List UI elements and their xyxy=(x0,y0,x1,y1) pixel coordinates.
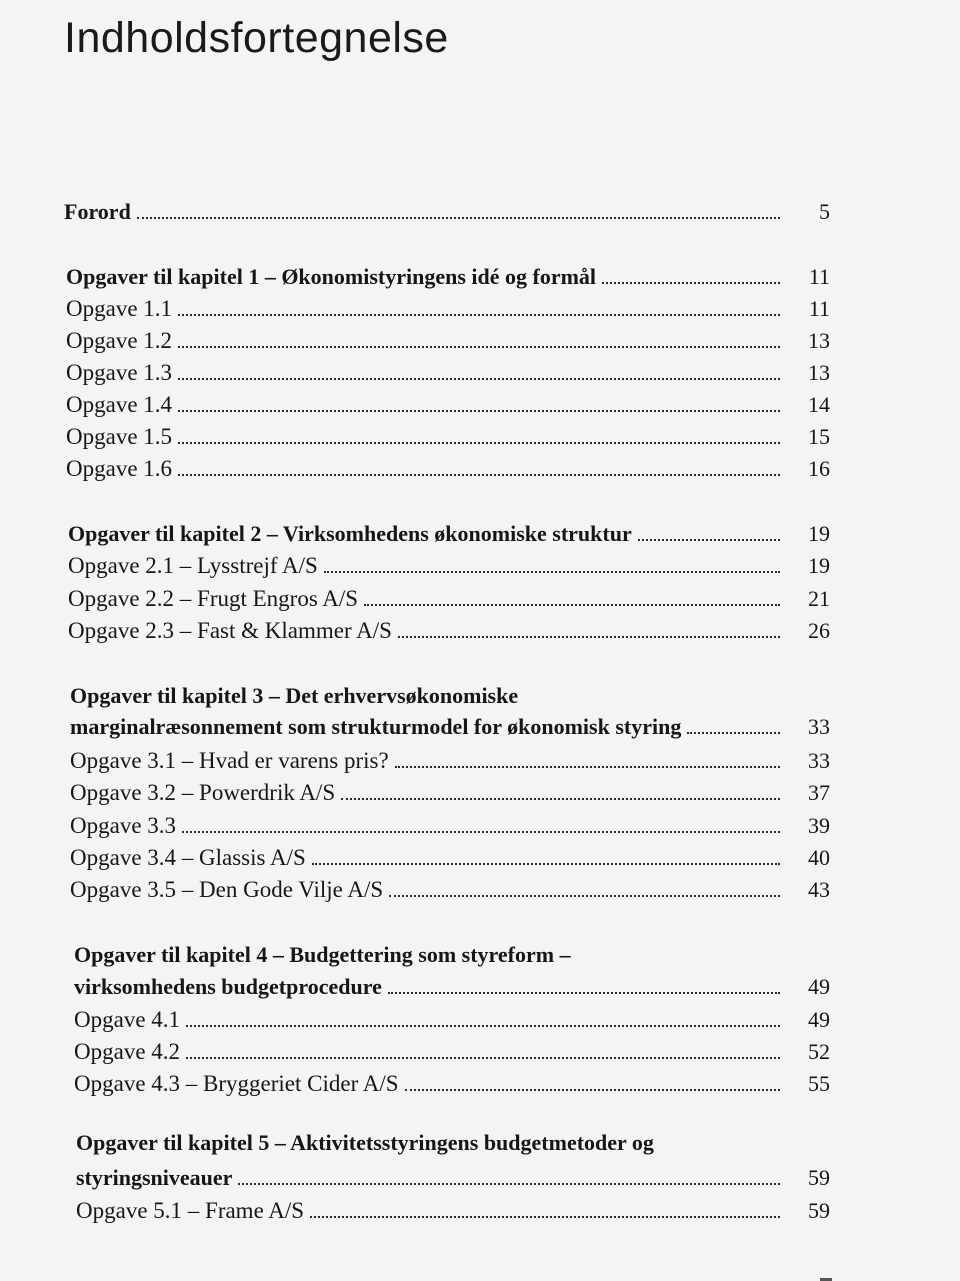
toc-page-number: 19 xyxy=(808,521,830,546)
dot-leader xyxy=(186,1057,780,1059)
toc-chapter-3-heading-line1: Opgaver til kapitel 3 – Det erhvervsøkonomiske xyxy=(70,683,519,708)
toc-page-number: 14 xyxy=(808,392,830,417)
dot-leader xyxy=(178,442,780,444)
toc-page-number: 19 xyxy=(808,553,830,578)
toc-page-number: 15 xyxy=(808,424,830,449)
toc-chapter-1 xyxy=(66,261,830,293)
toc-entry-label: marginalræsonnement som strukturmodel for økonomisk styring xyxy=(70,714,682,739)
toc-page-number: 33 xyxy=(808,748,830,773)
dot-leader xyxy=(687,732,780,734)
toc-entry xyxy=(66,325,830,357)
dot-leader xyxy=(602,282,780,284)
toc-entry xyxy=(74,1004,830,1036)
toc-chapter-4-heading-line1: Opgaver til kapitel 4 – Budgettering som styreform – xyxy=(74,942,571,967)
dot-leader xyxy=(178,410,780,412)
toc-entry-label: Forord xyxy=(64,199,131,224)
toc-entry xyxy=(66,453,830,485)
dot-leader xyxy=(178,474,780,476)
toc-entry xyxy=(70,810,830,842)
toc-entry-label: Opgave 2.1 – Lysstrejf A/S xyxy=(68,553,318,578)
dot-leader xyxy=(178,378,780,380)
toc-entry-label: Opgave 2.3 – Fast & Klammer A/S xyxy=(68,618,392,643)
toc-entry-label: Opgave 1.2 xyxy=(66,328,173,353)
toc-entry xyxy=(68,583,830,615)
toc-entry-label: Opgave 4.1 xyxy=(74,1007,181,1032)
dot-leader xyxy=(186,1025,780,1027)
dot-leader xyxy=(398,636,780,638)
toc-page-number: 13 xyxy=(808,328,830,353)
toc-entry xyxy=(70,777,830,809)
toc-entry xyxy=(76,1195,830,1227)
toc-entry xyxy=(66,293,830,325)
toc-entry-label: Opgave 2.2 – Frugt Engros A/S xyxy=(68,586,359,611)
dot-leader xyxy=(341,798,780,800)
toc-entry xyxy=(66,389,830,421)
toc-entry-label: Opgave 3.4 – Glassis A/S xyxy=(70,845,306,870)
dot-leader xyxy=(178,314,780,316)
toc-entry xyxy=(70,874,830,906)
dot-leader xyxy=(324,571,780,573)
toc-entry-label: Opgave 1.5 xyxy=(66,424,173,449)
dot-leader xyxy=(364,604,780,606)
toc-entry xyxy=(66,421,830,453)
toc-page-number: 21 xyxy=(808,586,830,611)
toc-entry xyxy=(66,357,830,389)
toc-entry-label: Opgave 3.3 xyxy=(70,813,177,838)
dot-leader xyxy=(137,217,780,219)
toc-entry-label: Opgave 1.3 xyxy=(66,360,173,385)
toc-page-number: 59 xyxy=(808,1198,830,1223)
toc-chapter-2 xyxy=(68,518,830,550)
toc-chapter-5 xyxy=(76,1162,830,1194)
toc-page-number: 26 xyxy=(808,618,830,643)
toc-entry-label: Opgave 1.1 xyxy=(66,296,173,321)
toc-entry-label: Opgave 4.3 – Bryggeriet Cider A/S xyxy=(74,1071,399,1096)
toc-entry-label: Opgave 3.5 – Den Gode Vilje A/S xyxy=(70,877,384,902)
toc-page-number: 49 xyxy=(808,1007,830,1032)
toc-page-number: 5 xyxy=(819,199,830,224)
dot-leader xyxy=(310,1216,780,1218)
toc-page-number: 49 xyxy=(808,974,830,999)
toc-page-number: 40 xyxy=(808,845,830,870)
dot-leader xyxy=(182,831,780,833)
toc-entry-label: virksomhedens budgetprocedure xyxy=(74,974,382,999)
toc-page-number: 43 xyxy=(808,877,830,902)
toc-chapter-5-heading-line1: Opgaver til kapitel 5 – Aktivitetsstyringens budgetmetoder og xyxy=(76,1130,654,1155)
page-title: Indholdsfortegnelse xyxy=(64,14,449,62)
toc-page-number: 11 xyxy=(808,296,830,321)
dot-leader xyxy=(638,539,780,541)
toc-page-number: 52 xyxy=(808,1039,830,1064)
dot-leader xyxy=(238,1183,780,1185)
dot-leader xyxy=(312,863,780,865)
toc-entry xyxy=(74,1036,830,1068)
toc-page-number: 39 xyxy=(808,813,830,838)
toc-entry-label: Opgave 4.2 xyxy=(74,1039,181,1064)
toc-page-number: 13 xyxy=(808,360,830,385)
dot-leader xyxy=(178,346,780,348)
dot-leader xyxy=(388,992,780,994)
toc-entry-label: Opgave 1.6 xyxy=(66,456,173,481)
toc-page-number: 16 xyxy=(808,456,830,481)
toc-entry-label: styringsniveauer xyxy=(76,1165,233,1190)
toc-entry-label: Opgaver til kapitel 2 – Virksomhedens økonomiske struktur xyxy=(68,521,632,546)
toc-entry xyxy=(68,615,830,647)
toc-entry-label: Opgaver til kapitel 1 – Økonomistyringens idé og formål xyxy=(66,264,597,289)
toc-entry-forord xyxy=(64,196,830,228)
toc-chapter-3 xyxy=(70,711,830,743)
dot-leader xyxy=(405,1089,780,1091)
toc-entry-label: Opgave 5.1 – Frame A/S xyxy=(76,1198,305,1223)
toc-entry-label: Opgave 1.4 xyxy=(66,392,173,417)
toc-entry xyxy=(70,842,830,874)
toc-chapter-4 xyxy=(74,971,830,1003)
dot-leader xyxy=(395,766,780,768)
toc-entry xyxy=(68,550,830,582)
toc-entry xyxy=(74,1068,830,1100)
dot-leader xyxy=(389,895,780,897)
toc-page-number: 37 xyxy=(808,780,830,805)
toc-page-number: 11 xyxy=(808,264,830,289)
toc-entry-label: Opgave 3.1 – Hvad er varens pris? xyxy=(70,748,389,773)
toc-entry xyxy=(70,745,830,777)
toc-entry-label: Opgave 3.2 – Powerdrik A/S xyxy=(70,780,336,805)
toc-page-number: 55 xyxy=(808,1071,830,1096)
toc-page-number: 59 xyxy=(808,1165,830,1190)
toc-page-number: 33 xyxy=(808,714,830,739)
